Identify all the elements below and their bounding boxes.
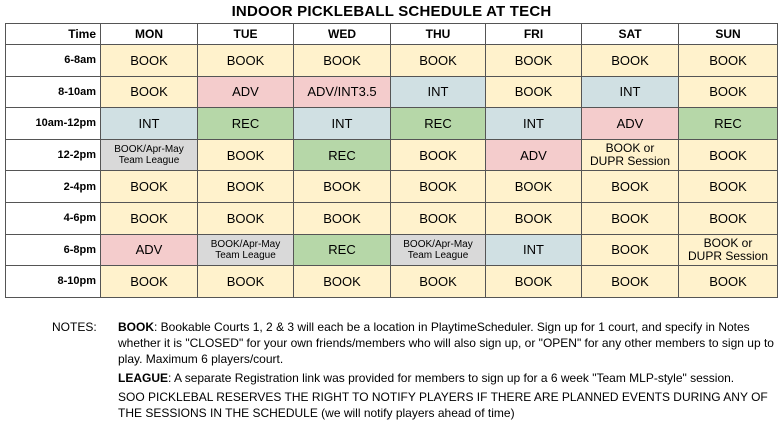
cell-text-line: BOOK — [514, 179, 553, 195]
schedule-cell-sat — [582, 139, 679, 171]
cell-text-line: INT — [619, 84, 641, 100]
cell-text-line: BOOK — [130, 273, 168, 289]
note-book-term: BOOK — [118, 320, 154, 334]
note-book — [118, 319, 780, 367]
schedule-cell-fri — [486, 139, 582, 171]
cell-text-line: BOOK — [130, 179, 168, 195]
note-reserve: SOO PICKLEBAL RESERVES THE RIGHT TO NOTIFY PLAYERS IF THERE ARE PLANNED EVENTS DURING ANY OF THE SESSIONS IN THE SCHEDULE (we will notify players ahead of time) — [118, 390, 768, 420]
schedule-cell-tue — [198, 139, 294, 171]
schedule-cell-mon — [101, 139, 198, 171]
cell-text-line: REC — [424, 115, 452, 131]
cell-text-line: Team League — [407, 249, 469, 261]
schedule-cell-fri — [486, 76, 582, 108]
cell-text-line: BOOK — [611, 210, 649, 226]
schedule-cell-thu — [391, 139, 486, 171]
cell-text-line: BOOK or — [703, 235, 753, 250]
cell-text-line: BOOK — [226, 52, 265, 68]
day-header-fri: FRI — [486, 24, 582, 45]
schedule-cell-wed — [294, 171, 391, 203]
day-header-sun: SUN — [679, 24, 778, 45]
schedule-cell-thu — [391, 266, 486, 298]
cell-text-line: BOOK — [419, 52, 457, 68]
schedule-row — [6, 266, 778, 298]
schedule-row — [6, 108, 778, 140]
schedule-row — [6, 45, 778, 77]
note-league-term: LEAGUE — [118, 371, 169, 385]
schedule-cell-thu — [391, 234, 486, 266]
schedule-cell-thu — [391, 45, 486, 77]
schedule-cell-tue — [198, 76, 294, 108]
schedule-cell-sun — [679, 234, 778, 266]
note-league — [118, 370, 780, 386]
schedule-cell-sat — [582, 108, 679, 140]
cell-text-line: DUPR Session — [589, 154, 671, 169]
cell-text-line: BOOK — [514, 52, 553, 68]
schedule-cell-thu — [391, 171, 486, 203]
time-column-header: Time — [6, 24, 101, 45]
note-league-text: : A separate Registration link was provided for members to sign up for a 6 week "Team MLP-style" session. — [168, 371, 735, 385]
time-slot-label: 12-2pm — [6, 139, 101, 171]
cell-text-line: ADV/INT3.5 — [307, 84, 377, 100]
schedule-cell-mon — [101, 171, 198, 203]
schedule-cell-tue — [198, 266, 294, 298]
schedule-row — [6, 76, 778, 108]
cell-text-line: Team League — [118, 155, 180, 167]
cell-text-line: BOOK — [709, 273, 747, 289]
schedule-cell-wed — [294, 45, 391, 77]
cell-text-line: BOOK — [709, 84, 747, 100]
cell-text-line: BOOK — [709, 210, 747, 226]
cell-text-line: INT — [138, 115, 160, 131]
schedule-cell-sun — [679, 108, 778, 140]
cell-text-line: BOOK — [323, 210, 361, 226]
cell-text-line: BOOK — [514, 210, 553, 226]
schedule-cell-thu — [391, 76, 486, 108]
cell-text-line: INT — [331, 115, 353, 131]
cell-text-line: BOOK — [709, 179, 747, 195]
note-book-text: : Bookable Courts 1, 2 & 3 will each be a location in PlaytimeScheduler. Sign up for 1 court, and specify in Notes whether it is "CLOSED" for your own friends/members who will also sign up, or "OPEN" for any other members to sign up to play. Maximum 6 players/court. — [118, 320, 774, 366]
cell-text-line: BOOK or — [605, 141, 655, 156]
schedule-cell-wed — [294, 234, 391, 266]
schedule-cell-sat — [582, 171, 679, 203]
schedule-row — [6, 139, 778, 171]
header-row — [6, 24, 778, 45]
time-slot-label: 8-10pm — [6, 266, 101, 298]
time-slot-label: 4-6pm — [6, 202, 101, 234]
schedule-cell-mon — [101, 108, 198, 140]
schedule-cell-mon — [101, 202, 198, 234]
schedule-row — [6, 171, 778, 203]
schedule-cell-wed — [294, 139, 391, 171]
time-slot-label: 8-10am — [6, 76, 101, 108]
schedule-cell-wed — [294, 202, 391, 234]
cell-text-line: BOOK — [226, 210, 265, 226]
schedule-cell-sun — [679, 171, 778, 203]
cell-text-line: Team League — [215, 249, 276, 261]
cell-text-line: BOOK — [419, 179, 457, 195]
day-header-tue: TUE — [198, 24, 294, 45]
time-slot-label: 10am-12pm — [6, 108, 101, 140]
schedule-cell-wed — [294, 76, 391, 108]
cell-text-line: BOOK — [611, 242, 649, 258]
schedule-cell-tue — [198, 234, 294, 266]
schedule-cell-sat — [582, 76, 679, 108]
cell-text-line: BOOK — [226, 179, 265, 195]
cell-text-line: BOOK — [514, 84, 553, 100]
cell-text-line: BOOK — [419, 210, 457, 226]
schedule-row — [6, 202, 778, 234]
schedule-cell-mon — [101, 45, 198, 77]
cell-text-line: ADV — [520, 147, 547, 163]
schedule-cell-sat — [582, 45, 679, 77]
page-title: INDOOR PICKLEBALL SCHEDULE AT TECH — [231, 3, 552, 20]
cell-text-line: INT — [427, 84, 449, 100]
schedule-cell-tue — [198, 171, 294, 203]
time-slot-label: 6-8pm — [6, 234, 101, 266]
schedule-cell-fri — [486, 108, 582, 140]
schedule-cell-sat — [582, 202, 679, 234]
schedule-cell-sun — [679, 202, 778, 234]
cell-text-line: BOOK — [226, 147, 265, 163]
cell-text-line: BOOK — [611, 52, 649, 68]
schedule-cell-tue — [198, 108, 294, 140]
schedule-cell-sat — [582, 266, 679, 298]
schedule-cell-fri — [486, 266, 582, 298]
cell-text-line: BOOK — [323, 273, 361, 289]
schedule-cell-tue — [198, 202, 294, 234]
notes-section — [40, 319, 780, 424]
schedule-cell-fri — [486, 234, 582, 266]
schedule-cell-thu — [391, 202, 486, 234]
cell-text-line: BOOK — [709, 147, 747, 163]
schedule-cell-sat — [582, 234, 679, 266]
schedule-cell-wed — [294, 266, 391, 298]
schedule-cell-mon — [101, 76, 198, 108]
schedule-cell-thu — [391, 108, 486, 140]
cell-text-line: BOOK — [611, 273, 649, 289]
cell-text-line: BOOK/Apr-May — [403, 238, 473, 250]
cell-text-line: BOOK — [419, 147, 457, 163]
cell-text-line: BOOK — [611, 179, 649, 195]
cell-text-line: BOOK — [323, 52, 361, 68]
schedule-cell-sun — [679, 76, 778, 108]
cell-text-line: BOOK — [130, 84, 168, 100]
cell-text-line: BOOK — [323, 179, 361, 195]
schedule-cell-wed — [294, 108, 391, 140]
cell-text-line: BOOK — [130, 52, 168, 68]
schedule-cell-mon — [101, 266, 198, 298]
cell-text-line: REC — [714, 115, 742, 131]
cell-text-line: ADV — [232, 84, 259, 100]
cell-text-line: REC — [328, 242, 356, 258]
cell-text-line: REC — [231, 115, 260, 131]
cell-text-line: BOOK — [226, 273, 265, 289]
schedule-row — [6, 234, 778, 266]
notes-label: NOTES: — [52, 320, 97, 334]
day-header-thu: THU — [391, 24, 486, 45]
cell-text-line: BOOK/Apr-May — [114, 144, 184, 156]
cell-text-line: ADV — [135, 242, 163, 258]
schedule-cell-mon — [101, 234, 198, 266]
cell-text-line: DUPR Session — [687, 248, 769, 263]
schedule-cell-fri — [486, 171, 582, 203]
schedule-cell-fri — [486, 202, 582, 234]
cell-text-line: BOOK — [130, 210, 168, 226]
day-header-sat: SAT — [582, 24, 679, 45]
cell-text-line: BOOK — [514, 273, 553, 289]
cell-text-line: ADV — [616, 115, 644, 131]
schedule-cell-fri — [486, 45, 582, 77]
time-slot-label: 2-4pm — [6, 171, 101, 203]
cell-text-line: REC — [328, 147, 356, 163]
schedule-table — [5, 23, 778, 298]
cell-text-line: INT — [523, 242, 544, 258]
schedule-cell-tue — [198, 45, 294, 77]
cell-text-line: INT — [523, 115, 544, 131]
schedule-cell-sun — [679, 45, 778, 77]
schedule-cell-sun — [679, 266, 778, 298]
cell-text-line: BOOK/Apr-May — [210, 238, 281, 250]
time-slot-label: 6-8am — [6, 45, 101, 77]
day-header-mon: MON — [101, 24, 198, 45]
schedule-cell-sun — [679, 139, 778, 171]
day-header-wed: WED — [294, 24, 391, 45]
cell-text-line: BOOK — [419, 273, 457, 289]
cell-text-line: BOOK — [709, 52, 747, 68]
